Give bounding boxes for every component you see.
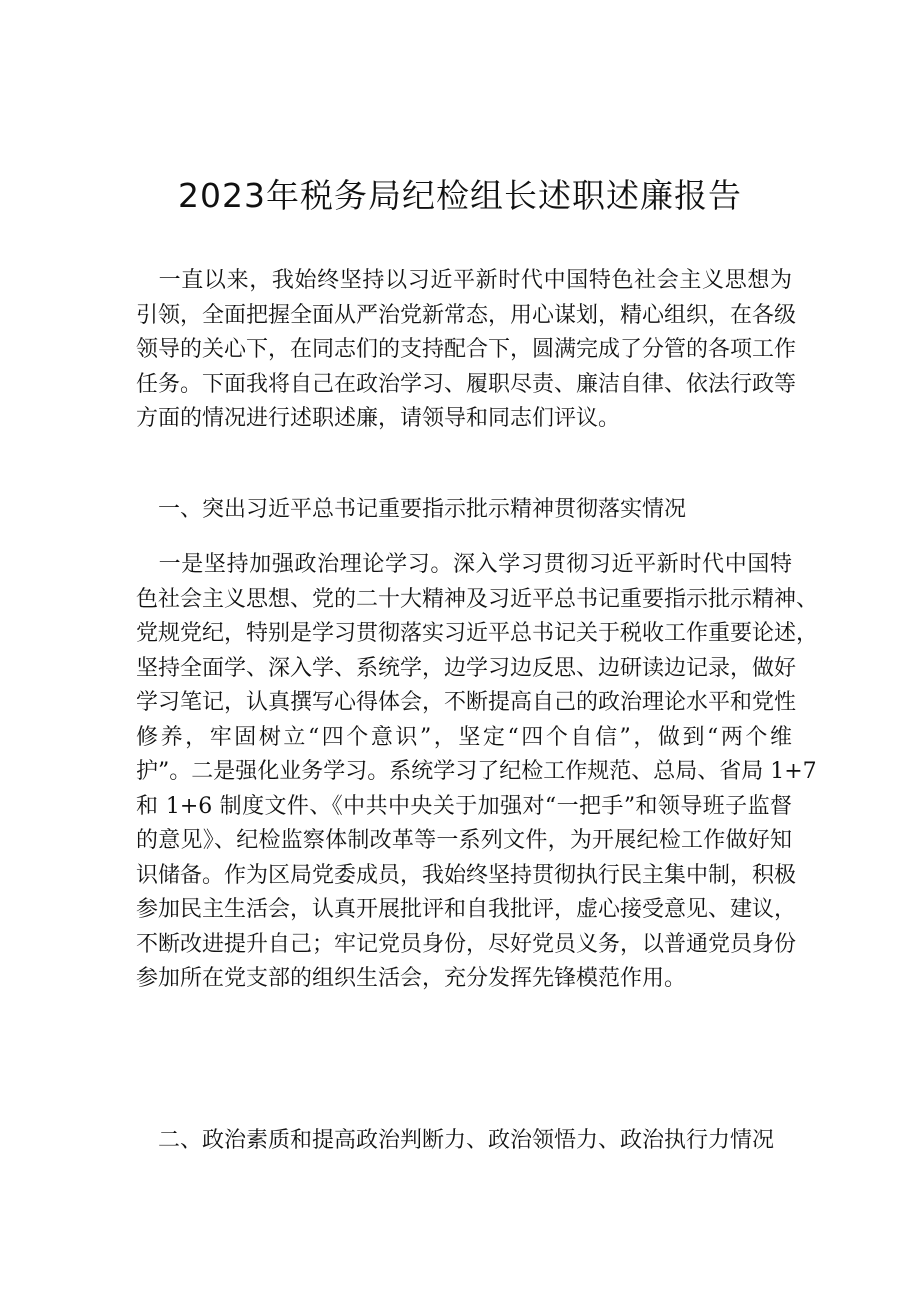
- intro-line: 一直以来，我始终坚持以习近平新时代中国特色社会主义思想为: [136, 268, 792, 293]
- section-1-heading: [136, 493, 792, 528]
- section-1-line: 参加所在党支部的组织生活会，充分发挥先锋模范作用。: [136, 966, 687, 991]
- section-1-line: 识储备。作为区局党委成员，我始终坚持贯彻执行民主集中制，积极: [136, 862, 797, 888]
- section-1-line: 学习笔记，认真撰写心得体会，不断提高自己的政治理论水平和党性: [136, 690, 797, 715]
- intro-paragraph: [136, 264, 797, 437]
- section-1-line: 不断改进提升自己；牢记党员身份，尽好党员义务，以普通党员身份: [136, 931, 797, 957]
- section-1-line: 的意见》、纪检监察体制改革等一系列文件，为开展纪检工作做好知: [136, 828, 792, 853]
- section-1-line: 护”。二是强化业务学习。系统学习了纪检工作规范、总局、省局 1+7: [136, 759, 817, 784]
- section-1-line: 坚持全面学、深入学、系统学，边学习边反思、边研读边记录，做好: [136, 655, 797, 681]
- section-2-heading: [136, 1124, 792, 1159]
- document-title: 2023年税务局纪检组长述职述廉报告: [178, 176, 742, 215]
- intro-line: 引领，全面把握全面从严治党新常态，用心谋划，精心组织，在各级: [136, 302, 797, 328]
- section-1-line: 修养，牢固树立“四个意识”，坚定“四个自信”，做到“两个维: [136, 724, 792, 750]
- section-1-line: 一是坚持加强政治理论学习。深入学习贯彻习近平新时代中国特: [136, 552, 792, 577]
- intro-line: 领导的关心下，在同志们的支持配合下，圆满完成了分管的各项工作: [136, 337, 797, 362]
- section-1-line: 色社会主义思想、党的二十大精神及习近平总书记重要指示批示精神、: [136, 586, 819, 612]
- section-1-paragraph: [136, 548, 819, 997]
- section-1-line: 党规党纪，特别是学习贯彻落实习近平总书记关于税收工作重要论述，: [136, 621, 819, 646]
- intro-line: 任务。下面我将自己在政治学习、履职尽责、廉洁自律、依法行政等: [136, 371, 797, 397]
- section-1-line: 和 1+6 制度文件、《中共中央关于加强对“一把手”和领导班子监督: [136, 793, 792, 819]
- section-2-heading-text: 二、政治素质和提高政治判断力、政治领悟力、政治执行力情况: [136, 1128, 775, 1153]
- intro-line: 方面的情况进行述职述廉，请领导和同志们评议。: [136, 406, 621, 431]
- section-1-heading-text: 一、突出习近平总书记重要指示批示精神贯彻落实情况: [136, 497, 687, 522]
- section-1-line: 参加民主生活会，认真开展批评和自我批评，虚心接受意见、建议，: [136, 897, 797, 922]
